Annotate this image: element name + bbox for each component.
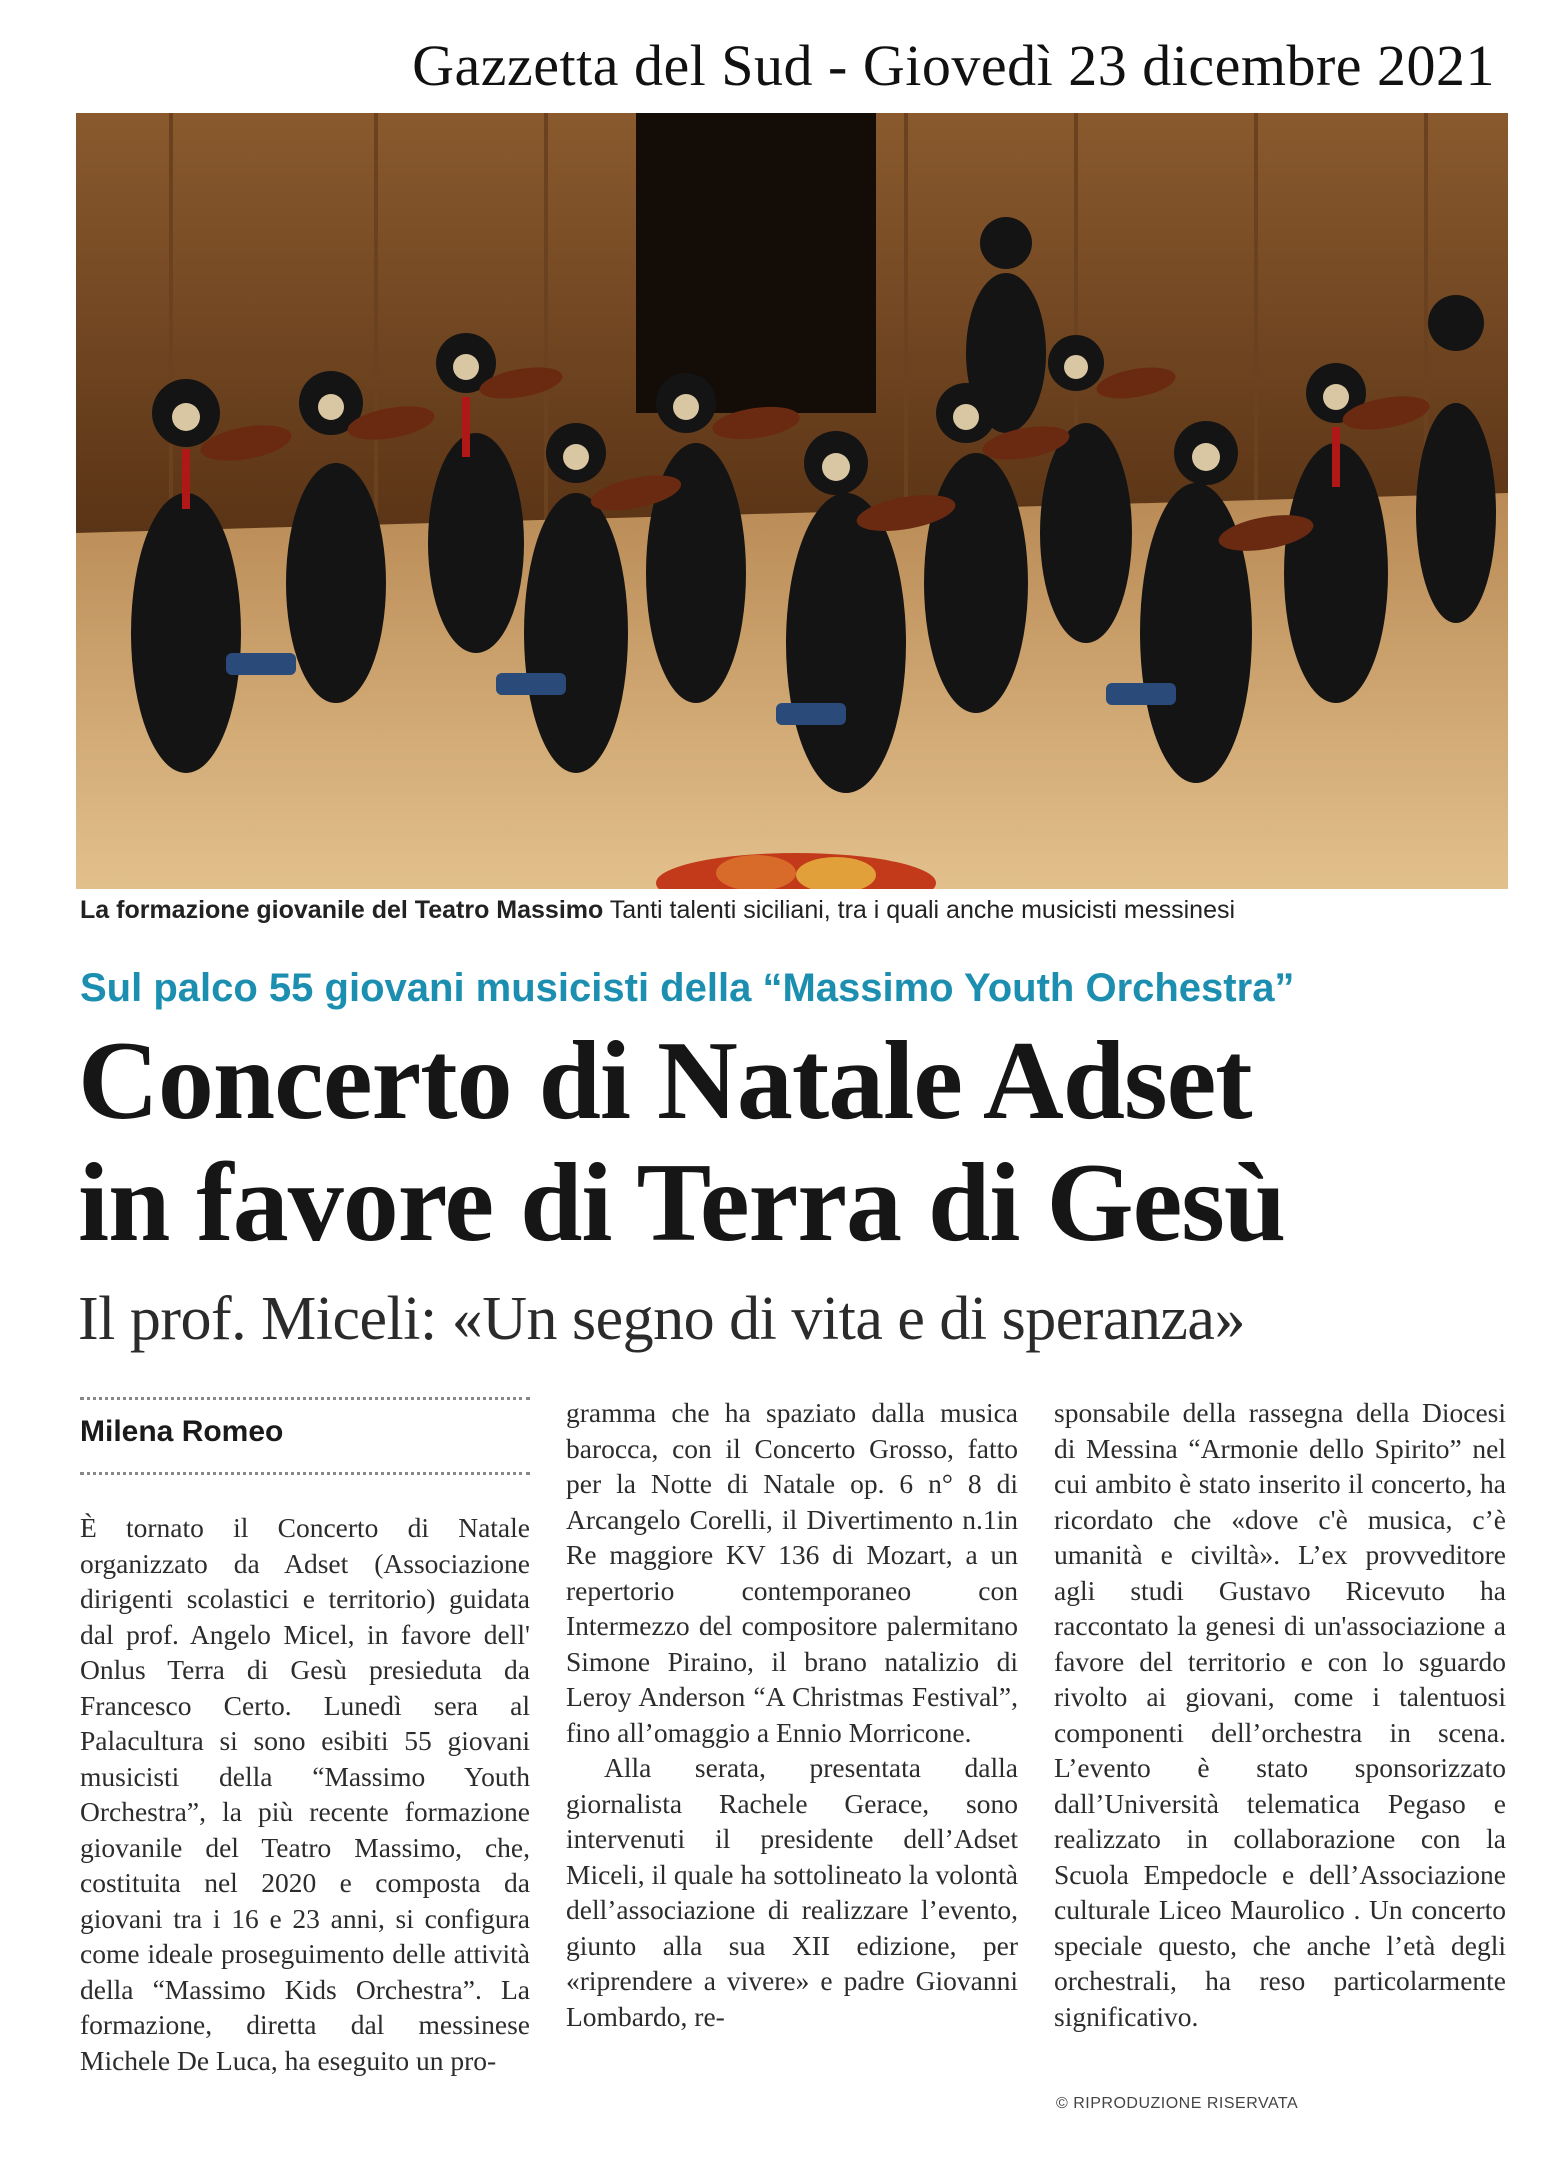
article-column-1 (80, 1510, 530, 2078)
byline-rule-top (80, 1397, 530, 1400)
column-3-text: sponsabile della rassegna della Diocesi di Messina “Armonie dello Spirito” nel cui ambito è stato inserito il concerto, ha ricordato che «dove c'è musica, c’è umanità e civiltà». L’ex provveditore agli studi Gustavo Ricevuto ha raccontato la genesi di un'associazione a favore del territorio e con lo sguardo rivolto ai giovani, come i talentuosi componenti dell’orchestra in scena. L’evento è stato sponsorizzato dall’Università telematica Pegaso e realizzato in collaborazione con la Scuola Empedocle e dell’Associazione culturale Liceo Maurolico . Un concerto speciale questo, che anche l’età degli orchestrali, ha reso particolarmente significativo. (1054, 1397, 1506, 2032)
orchestra-photo-illustration (76, 113, 1508, 889)
column-2-paragraph-1: gramma che ha spaziato dalla musica barocca, con il Concerto Grosso, fatto per la Notte di Natale op. 6 n° 8 di Arcangelo Corelli, il Divertimento n.1in Re maggiore KV 136 di Mozart, a un repertorio contemporaneo con Intermezzo del compositore palermitano Simone Piraino, il brano natalizio di Leroy Anderson “A Christmas Festival”, fino all’omaggio a Ennio Morricone. (566, 1397, 1018, 1748)
newspaper-masthead: Gazzetta del Sud - Giovedì 23 dicembre 2021 (412, 33, 1495, 98)
headline-line-1: Concerto di Natale Adset (78, 1019, 1252, 1143)
article-kicker: Sul palco 55 giovani musicisti della “Massimo Youth Orchestra” (80, 966, 1295, 1010)
article-column-3 (1054, 1395, 1506, 2034)
article-subheadline: Il prof. Miceli: «Un segno di vita e di speranza» (78, 1285, 1245, 1353)
byline-rule-bottom (80, 1472, 530, 1475)
copyright-notice: © RIPRODUZIONE RISERVATA (1056, 2095, 1299, 2112)
photo-caption-text: Tanti talenti siciliani, tra i quali anche musicisti messinesi (609, 896, 1236, 924)
column-2-paragraph-2: Alla serata, presentata dalla giornalista Rachele Gerace, sono intervenuti il presidente dell’Adset Miceli, il quale ha sottolineato la volontà dell’associazione di realizzare l’evento, giunto alla sua XII edizione, per «riprendere a vivere» e padre Giovanni Lombardo, re- (566, 1752, 1018, 2032)
article-byline: Milena Romeo (80, 1415, 284, 1448)
column-1-text: È tornato il Concerto di Natale organizzato da Adset (Associazione dirigenti scolastici e territorio) guidata dal prof. Angelo Micel, in favore dell' Onlus Terra di Gesù presieduta da Francesco Certo. Lunedì sera al Palacultura si sono esibiti 55 giovani musicisti della “Massimo Youth Orchestra”, la più recente formazione giovanile del Teatro Massimo, che, costituita nel 2020 e composta da giovani tra i 16 e 23 anni, si configura come ideale proseguimento delle attività della “Massimo Kids Orchestra”. La formazione, diretta dal messinese Michele De Luca, ha eseguito un pro- (80, 1512, 530, 2076)
headline-line-2: in favore di Terra di Gesù (78, 1141, 1286, 1265)
photo-caption-bold: La formazione giovanile del Teatro Massimo (80, 896, 604, 924)
article-headline (78, 1020, 1285, 1264)
photo-caption (80, 896, 1510, 925)
orchestra-photo (76, 113, 1508, 889)
article-column-2 (566, 1395, 1018, 2034)
